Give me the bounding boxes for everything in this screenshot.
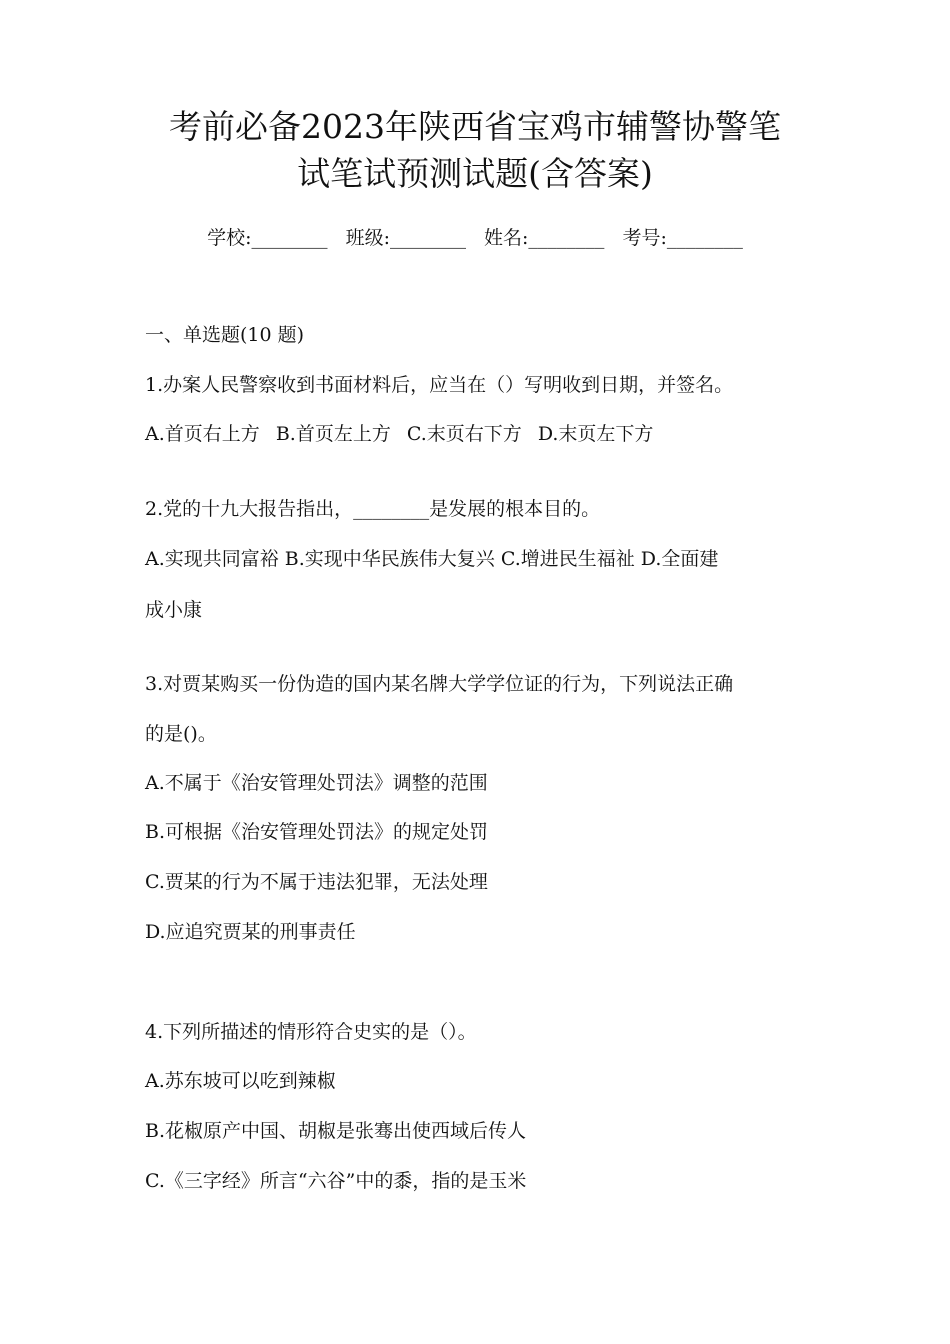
- question-1-option-d: D.末页左下方: [537, 423, 654, 445]
- question-4-option-a: A.苏东坡可以吃到辣椒: [145, 1070, 336, 1092]
- question-4-stem: 4.下列所描述的情形符合史实的是（）。: [145, 1021, 477, 1043]
- question-3-option-d: D.应追究贾某的刑事责任: [145, 921, 356, 943]
- school-field: 学校:________: [207, 227, 328, 249]
- question-1-option-c: C.末页右下方: [406, 423, 522, 445]
- question-3-stem-line-2: 的是()。: [145, 723, 217, 745]
- class-field: 班级:________: [345, 227, 466, 249]
- question-3-option-b: B.可根据《治安管理处罚法》的规定处罚: [145, 821, 489, 843]
- section-heading: 一、单选题(10 题): [145, 324, 305, 346]
- question-2-options-line-2: 成小康: [145, 599, 203, 621]
- question-1-option-a: A.首页右上方: [145, 423, 260, 445]
- student-info-row: [0, 225, 950, 251]
- name-field: 姓名:________: [484, 227, 605, 249]
- question-3-stem-line-1: 3.对贾某购买一份伪造的国内某名牌大学学位证的行为，下列说法正确: [145, 673, 734, 695]
- question-2-options-line-1: A.实现共同富裕 B.实现中华民族伟大复兴 C.增进民生福祉 D.全面建: [145, 548, 719, 570]
- question-1-option-b: B.首页左上方: [275, 423, 391, 445]
- question-1-options: [145, 421, 825, 447]
- document-title-line-1: 考前必备2023年陕西省宝鸡市辅警协警笔: [169, 107, 781, 146]
- exam-number-field: 考号:________: [622, 227, 743, 249]
- document-title-line-2: 试笔试预测试题(含答案): [297, 154, 653, 193]
- question-1-stem: 1.办案人民警察收到书面材料后，应当在（）写明收到日期，并签名。: [145, 374, 734, 396]
- question-3-option-c: C.贾某的行为不属于违法犯罪，无法处理: [145, 871, 488, 893]
- question-4-option-b: B.花椒原产中国、胡椒是张骞出使西域后传人: [145, 1120, 527, 1142]
- question-2-stem: 2.党的十九大报告指出，________是发展的根本目的。: [145, 498, 601, 520]
- question-4-option-c: C.《三字经》所言“六谷”中的黍，指的是玉米: [145, 1170, 527, 1192]
- question-3-option-a: A.不属于《治安管理处罚法》调整的范围: [145, 772, 488, 794]
